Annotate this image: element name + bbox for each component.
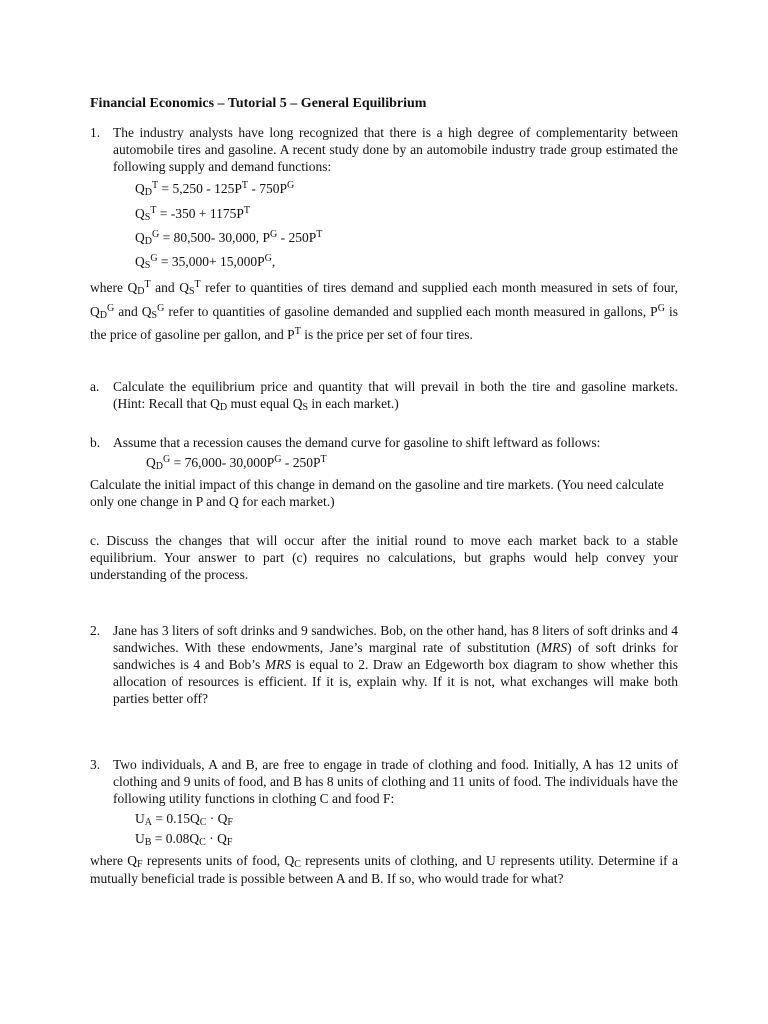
q1-variable-definitions: where $Q_D^T$ and $Q_S^T$ refer to quantities of tires demand and supplied each month measured in sets of four, $Q_D^G$ and $Q_S^G$ refer to quantities of gasoline demanded and supplied each month measured in gallons, $P^G$ is the price of gasoline per gallon, and $P^T$ is the price per set of four tires. bbox=[90, 279, 679, 342]
q1-intro: The industry analysts have long recognized that there is a high degree of complementarity between automobile tires and gasoline. A recent study done by an automobile industry trade group estimated the following supply and demand functions: bbox=[113, 125, 678, 174]
q3-utility-b: $U_B = 0.08Q_C \cdot Q_F$ bbox=[135, 831, 233, 848]
page-title: Financial Economics – Tutorial 5 – General Equilibrium bbox=[90, 96, 427, 111]
q1c-text: c. Discuss the changes that will occur after the initial round to move each market back to a stable equilibrium. Your answer to part (c) requires no calculations, but graphs would help convey your understanding of the process. bbox=[90, 533, 678, 582]
q2-number: 2. bbox=[90, 623, 101, 638]
q3-number: 3. bbox=[90, 757, 101, 772]
q3-utility-a: $U_A = 0.15Q_C \cdot Q_F$ bbox=[135, 811, 233, 828]
q3-followup: where $Q_F$ represents units of food, $Q_C$ represents units of clothing, and U represents utility. Determine if a mutually beneficial trade is possible between A and B. If so, who would trade for what? bbox=[90, 853, 678, 886]
q1b-equation: $Q_D^G = 76,000-$ $30,000P^G - 250P^T$ bbox=[146, 454, 327, 472]
q1-equation-3: $Q_D^G = 80,500-$ 30,000, $P^G - 250P^T$ bbox=[135, 229, 323, 247]
q1b-followup: Calculate the initial impact of this change in demand on the gasoline and tire markets. (You need calculate only one change in P and Q for each market.) bbox=[90, 477, 664, 509]
q1-number: 1. bbox=[90, 125, 101, 140]
q1-equation-4: $Q_S^G = 35,000+ 15,000P^G$, bbox=[135, 253, 276, 271]
q1a-label: a. bbox=[90, 379, 100, 394]
q1-equation-1: $Q_D^T = 5,250 - 125P^T - 750P^G$ bbox=[135, 180, 295, 198]
q2-text: Jane has 3 liters of soft drinks and 9 sandwiches. Bob, on the other hand, has 8 liters of soft drinks and 4 sandwiches. With these endowments, Jane’s marginal rate of substitution (MRS) of soft drinks for sandwiches is 4 and Bob’s MRS is equal to 2. Draw an Edgeworth box diagram to show whether this allocation of resources is efficient. If it is, explain why. If it is not, what exchanges will make both parties better off? bbox=[113, 623, 679, 706]
q3-text: Two individuals, A and B, are free to engage in trade of clothing and food. Initially, A has 12 units of clothing and 9 units of food, and B has 8 units of clothing and 11 units of food. The individuals have the following utility functions in clothing C and food F: bbox=[113, 757, 678, 806]
q1a-text: Calculate the equilibrium price and quantity that will prevail in both the tire and gasoline markets. (Hint: Recall that $Q_D$ must equal $Q_S$ in each market.) bbox=[113, 379, 678, 413]
q1b-text: Assume that a recession causes the demand curve for gasoline to shift leftward as follows: bbox=[113, 435, 601, 450]
q1-equation-2: $Q_S^T = -350 + 1175P^T$ bbox=[135, 205, 251, 223]
q1b-label: b. bbox=[90, 435, 101, 450]
